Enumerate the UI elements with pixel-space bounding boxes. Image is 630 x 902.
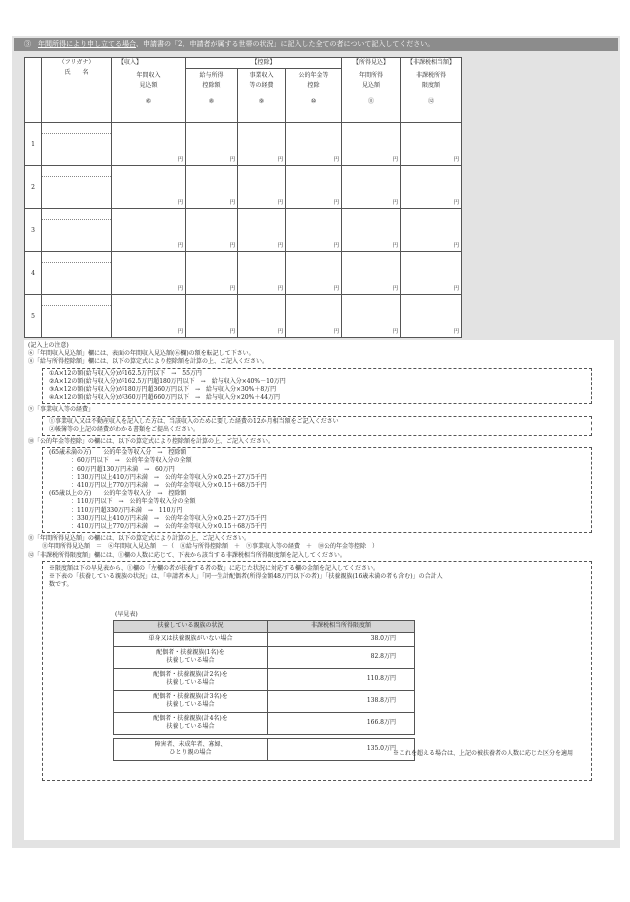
business-expense-field[interactable] — [238, 209, 286, 252]
business-expense-field[interactable] — [238, 166, 286, 209]
yen-unit: 円 — [277, 329, 283, 335]
note-12-line: 数です。 — [49, 581, 73, 589]
note-10-line: ：410万円以上770万円未満 → 公的年金等収入分×0.15＋68万5千円 — [71, 482, 267, 490]
annual-income-field[interactable] — [112, 295, 186, 338]
tax-exempt-limit-field[interactable] — [401, 123, 462, 166]
name-field[interactable] — [42, 295, 112, 338]
col-label: 事業収入 等の経費 — [249, 72, 274, 89]
row-number-header — [25, 58, 42, 123]
salary-deduction-field[interactable] — [186, 166, 238, 209]
table-row — [25, 209, 462, 252]
yen-unit: 円 — [229, 329, 235, 335]
note-12-line: ※限度額は下の早見表から、①欄の「左欄の者が扶養する者の数」に応じた状況に対応する欄の金額を記入してください。 — [49, 564, 380, 572]
pension-deduction-field[interactable] — [286, 166, 342, 209]
salary-deduction-field[interactable] — [186, 209, 238, 252]
yen-unit: 円 — [229, 243, 235, 249]
note-10-line: ：60万円超130万円未満 → 60万円 — [71, 465, 175, 473]
note-12-box — [42, 561, 592, 781]
annual-income-field[interactable] — [112, 209, 186, 252]
annual-income-field[interactable] — [112, 123, 186, 166]
quick-status: 配偶者・扶養親族(1名)を 扶養している場合 — [114, 646, 268, 668]
quick-row — [114, 690, 415, 712]
salary-deduction-field[interactable] — [186, 252, 238, 295]
yen-unit: 円 — [333, 200, 340, 206]
quick-status: 障害者、未成年者、寡婦、 ひとり親の場合 — [114, 738, 268, 760]
note-10-line: ：110万円以下 → 公的年金等収入分の全額 — [71, 498, 196, 506]
quick-row — [114, 712, 415, 734]
business-expense-field[interactable] — [238, 123, 286, 166]
col-label: 公的年金等 控除 — [298, 72, 329, 89]
note-10: ⑩「公的年金等控除」の欄には、以下の算定式により控除額を計算の上、ご記入ください。 — [28, 438, 275, 446]
note-10-line: (65歳以上の方) 公的年金等収入分 → 控除額 — [49, 490, 187, 498]
note-10-line: (65歳未満の方) 公的年金等収入分 → 控除額 — [49, 449, 187, 457]
table-row — [25, 295, 462, 338]
name-field[interactable] — [42, 166, 112, 209]
business-expense-field[interactable] — [238, 295, 286, 338]
table-row — [25, 166, 462, 209]
yen-unit: 円 — [453, 200, 460, 206]
quick-status: 配偶者・扶養親族(計3名)を 扶養している場合 — [114, 690, 268, 712]
salary-deduction-field[interactable] — [186, 295, 238, 338]
row-number: 1 — [25, 123, 42, 166]
yen-unit: 円 — [392, 157, 399, 163]
note-8-line: ②A×12の額(給与収入分)が162.5万円超180万円以下 → 給与収入分×40%－10万円 — [49, 377, 286, 385]
pension-deduction-field[interactable] — [286, 209, 342, 252]
note-11-formula: ⑪年間所得見込額 ＝ ⑥年間収入見込額 －（ ⑧給与所得控除額 ＋ ⑨事業収入等の経費 ＋ ⑩公的年金等控除 ） — [42, 543, 379, 551]
quick-row — [114, 668, 415, 690]
col-label: 年間収入 見込額 — [136, 71, 161, 89]
quick-header-status: 扶養している親族の状況 — [114, 620, 268, 632]
notes-title: (記入上の注意) — [28, 342, 69, 349]
name-field[interactable] — [42, 209, 112, 252]
note-9-box — [42, 416, 592, 436]
annual-earnings-field[interactable] — [342, 295, 401, 338]
annual-income-field[interactable] — [112, 252, 186, 295]
yen-unit: 円 — [277, 243, 283, 249]
threshold-group-label: 【非課税相当額】 — [401, 58, 462, 69]
yen-unit: 円 — [392, 329, 399, 335]
tax-exempt-limit-field[interactable] — [401, 295, 462, 338]
yen-unit: 円 — [277, 200, 283, 206]
annual-earnings-field[interactable] — [342, 123, 401, 166]
col-label: 給与所得 控除額 — [199, 72, 224, 89]
yen-unit: 円 — [229, 157, 235, 163]
furigana-line — [42, 133, 111, 134]
yen-unit: 円 — [333, 157, 340, 163]
quick-table-title: (早見表) — [115, 610, 138, 618]
yen-unit: 円 — [177, 286, 183, 292]
quick-status: 配偶者・扶養親族(計4名)を 扶養している場合 — [114, 712, 268, 734]
business-expense-field[interactable] — [238, 252, 286, 295]
yen-unit: 円 — [177, 157, 183, 163]
yen-unit: 円 — [392, 200, 399, 206]
note-12-line: ※下表の「扶養している親族の状況」は、「申請者本人」「同一生計配偶者(所得金額48万円以下の者)」「扶養親族(16歳未満の者も含む)」の合計人 — [49, 573, 443, 581]
tax-exempt-limit-field[interactable] — [401, 166, 462, 209]
yen-unit: 円 — [453, 243, 460, 249]
yen-unit: 円 — [177, 200, 183, 206]
row-number: 3 — [25, 209, 42, 252]
annual-earnings-field[interactable] — [342, 166, 401, 209]
prospect-group-label: 【所得見込】 — [342, 58, 401, 69]
yen-unit: 円 — [453, 329, 460, 335]
quick-row — [114, 646, 415, 668]
income-table — [24, 57, 462, 338]
furigana-line — [42, 262, 111, 263]
note-9-line: ②帳簿等の上記の経費がわかる書類をご提出ください。 — [49, 425, 200, 433]
quick-value: 82.8万円 — [268, 646, 415, 668]
section-number: ③ — [24, 40, 31, 48]
yen-unit: 円 — [392, 243, 399, 249]
quick-header-limit: 非課税相当所得限度額 — [268, 620, 415, 632]
note-8: ⑧「給与所得控除額」欄には、以下の算定式により控除額を計算の上、ご記入ください。 — [28, 358, 269, 366]
pension-deduction-field[interactable] — [286, 252, 342, 295]
col-header-annual-income: 年間収入 見込額 ⑥ — [112, 69, 186, 123]
salary-deduction-field[interactable] — [186, 123, 238, 166]
quick-value: 166.8万円 — [268, 712, 415, 734]
quick-row — [114, 632, 415, 646]
tax-exempt-limit-field[interactable] — [401, 252, 462, 295]
table-row — [25, 123, 462, 166]
col-header-tax-exempt-limit: 非課税所得 限度額 ⑫ — [401, 69, 462, 123]
note-10-line: ：330万円以上410万円未満 → 公的年金等収入分×0.25＋27万5千円 — [71, 514, 267, 522]
col-label: 非課税所得 限度額 — [416, 71, 447, 89]
row-number: 2 — [25, 166, 42, 209]
col-header-salary-deduction: 給与所得 控除額 ⑧ — [186, 69, 238, 123]
name-header: （フリガナ） 氏 名 — [42, 58, 112, 123]
income-group-label: 【収入】 — [112, 58, 186, 69]
yen-unit: 円 — [229, 286, 235, 292]
note-9-line: ①事業収入又は不動産収入を記入した方は、当該収入のために要した経費の12か月相当額をご記入ください — [49, 417, 339, 425]
note-11: ⑪「年間所得見込額」の欄には、以下の算定式により計算の上、ご記入ください。 — [28, 535, 251, 543]
yen-unit: 円 — [392, 286, 399, 292]
quick-status: 単身又は扶養親族がいない場合 — [114, 632, 268, 646]
row-number: 4 — [25, 252, 42, 295]
furigana-line — [42, 219, 111, 220]
annual-earnings-field[interactable] — [342, 209, 401, 252]
notes-section — [24, 340, 614, 840]
note-8-line: ④A×12の額(給与収入分)が360万円超660万円以下 → 給与収入分×20%＋44万円 — [49, 394, 280, 402]
yen-unit: 円 — [453, 157, 460, 163]
note-12: ⑫「非課税所得限度額」欄には、①欄の人数に応じて、下表から該当する非課税相当所得限度額を記入してください。 — [28, 551, 346, 559]
note-10-line: ：410万円以上770万円未満 → 公的年金等収入分×0.15＋68万5千円 — [71, 523, 267, 531]
furigana-line — [42, 305, 111, 306]
col-header-annual-earnings: 年間所得 見込額 ⑪ — [342, 69, 401, 123]
yen-unit: 円 — [177, 243, 183, 249]
note-8-line: ③A×12の額(給与収入分)が180万円超360万円以下 → 給与収入分×30%＋8万円 — [49, 386, 277, 394]
yen-unit: 円 — [277, 286, 283, 292]
quick-status: 配偶者・扶養親族(計2名)を 扶養している場合 — [114, 668, 268, 690]
col-label: 年間所得 見込額 — [359, 71, 384, 89]
note-10-line: ：130万円以上410万円未満 → 公的年金等収入分×0.25＋27万5千円 — [71, 473, 267, 481]
yen-unit: 円 — [229, 200, 235, 206]
quick-value: 138.8万円 — [268, 690, 415, 712]
quick-value: 135.0万円 — [268, 738, 415, 760]
note-10-box — [42, 447, 592, 533]
yen-unit: 円 — [333, 286, 340, 292]
yen-unit: 円 — [177, 329, 183, 335]
note-10-line: ：110万円超330万円未満 → 110万円 — [71, 506, 183, 514]
col-header-pension-deduction: 公的年金等 控除 ⑩ — [286, 69, 342, 123]
yen-unit: 円 — [333, 243, 340, 249]
quick-reference-table — [113, 620, 415, 761]
yen-unit: 円 — [453, 286, 460, 292]
deduction-group-label: 【控除】 — [186, 58, 342, 69]
yen-unit: 円 — [277, 157, 283, 163]
note-8-line: ①A×12の額(給与収入分)が162.5万円以下 → 55万円 — [49, 369, 202, 377]
quick-value: 38.0万円 — [268, 632, 415, 646]
pension-deduction-field[interactable] — [286, 123, 342, 166]
name-field[interactable] — [42, 123, 112, 166]
col-header-business-expense: 事業収入 等の経費 ⑨ — [238, 69, 286, 123]
note-9: ⑨「事業収入等の経費」 — [28, 406, 95, 414]
name-field[interactable] — [42, 252, 112, 295]
row-number: 5 — [25, 295, 42, 338]
tax-exempt-limit-field[interactable] — [401, 209, 462, 252]
quick-row-special — [114, 738, 415, 760]
note-8-box — [42, 368, 592, 405]
yen-unit: 円 — [333, 329, 340, 335]
note-6: ⑥「年間収入見込額」欄には、表面の年間収入見込額(⑥欄)の額を転記して下さい。 — [28, 350, 255, 358]
section-header-text: 、申請書の「2．申請者が属する世帯の状況」に記入した全ての者について記入してください。 — [136, 40, 435, 48]
section-header-underlined: 年間所得により申し立てる場合 — [38, 40, 136, 48]
table-row — [25, 252, 462, 295]
furigana-line — [42, 176, 111, 177]
annual-earnings-field[interactable] — [342, 252, 401, 295]
annual-income-field[interactable] — [112, 166, 186, 209]
quick-value: 110.8万円 — [268, 668, 415, 690]
pension-deduction-field[interactable] — [286, 295, 342, 338]
note-10-line: ：60万円以下 → 公的年金等収入分の全額 — [71, 457, 192, 465]
quick-note: ※これを超える場合は、上記の被扶養者の人数に応じた区分を適用 — [393, 749, 574, 757]
section-header — [14, 38, 618, 51]
